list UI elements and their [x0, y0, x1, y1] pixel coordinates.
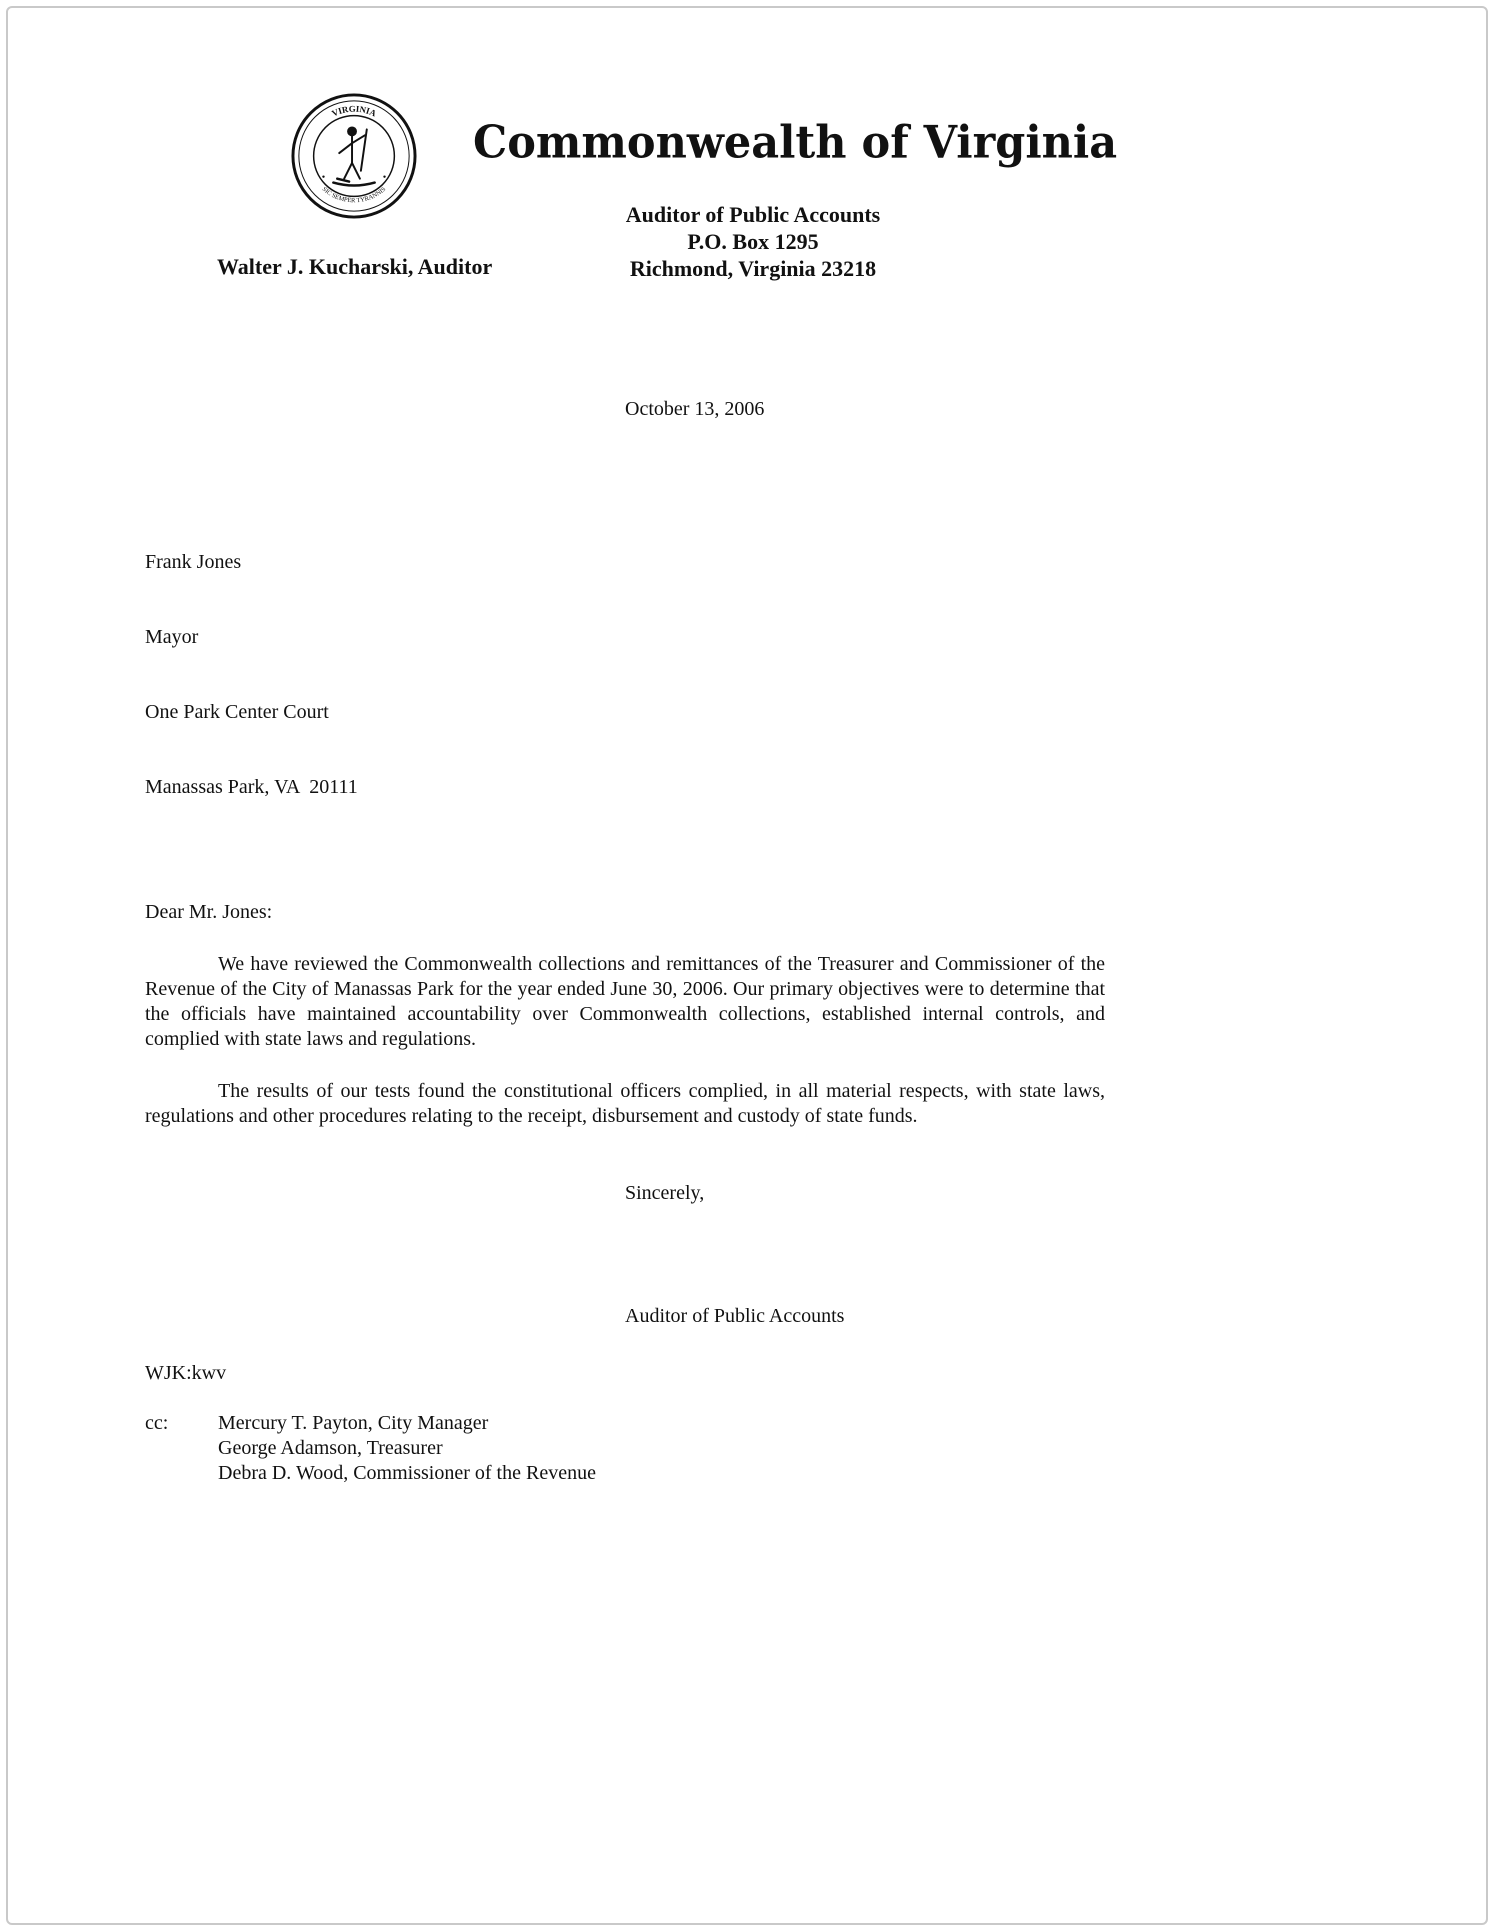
cc-label: cc:: [145, 1412, 169, 1434]
recipient-address1: One Park Center Court: [145, 701, 329, 723]
salutation: Dear Mr. Jones:: [145, 901, 273, 923]
signature-title: Auditor of Public Accounts: [625, 1305, 845, 1327]
cc-names: [218, 1411, 596, 1486]
letter-date: October 13, 2006: [625, 398, 765, 420]
letterhead-title: Commonwealth of Virginia: [473, 116, 1118, 170]
letterhead-office-block: [473, 201, 1033, 282]
recipient-title: Mayor: [145, 626, 199, 648]
virginia-state-seal-icon: [290, 92, 418, 220]
recipient-address2: Manassas Park, VA 20111: [145, 776, 358, 798]
office-po-box: P.O. Box 1295: [687, 229, 819, 254]
office-city-line: Richmond, Virginia 23218: [629, 256, 877, 281]
recipient-block: [145, 500, 1105, 850]
letterhead: [0, 0, 1494, 340]
cc-block: [145, 1411, 1105, 1486]
cc-name-3: Debra D. Wood, Commissioner of the Revenue: [218, 1462, 596, 1484]
paragraph-2: The results of our tests found the constitutional officers complied, in all material respects, with state laws, regulations and other procedures relating to the receipt, disbursement and custody of state funds.: [145, 1080, 1105, 1127]
seal-top-text: VIRGINIA: [330, 103, 378, 119]
auditor-name: Walter J. Kucharski, Auditor: [217, 254, 493, 279]
seal-bottom-text: SIC SEMPER TYRANNIS: [320, 185, 388, 205]
reference-initials: WJK:kwv: [145, 1362, 227, 1384]
cc-name-2: George Adamson, Treasurer: [218, 1437, 443, 1459]
paragraph-1: We have reviewed the Commonwealth collections and remittances of the Treasurer and Commissioner of the Revenue of the City of Manassas Park for the year ended June 30, 2006. Our primary objectives were to determine that the officials have maintained accountability over Commonwealth collections, established internal controls, and complied with state laws and regulations.: [145, 953, 1105, 1050]
closing: Sincerely,: [625, 1182, 705, 1204]
letter-body: [145, 397, 1105, 1486]
office-name: Auditor of Public Accounts: [625, 202, 881, 227]
cc-name-1: Mercury T. Payton, City Manager: [218, 1412, 489, 1434]
recipient-name: Frank Jones: [145, 551, 242, 573]
